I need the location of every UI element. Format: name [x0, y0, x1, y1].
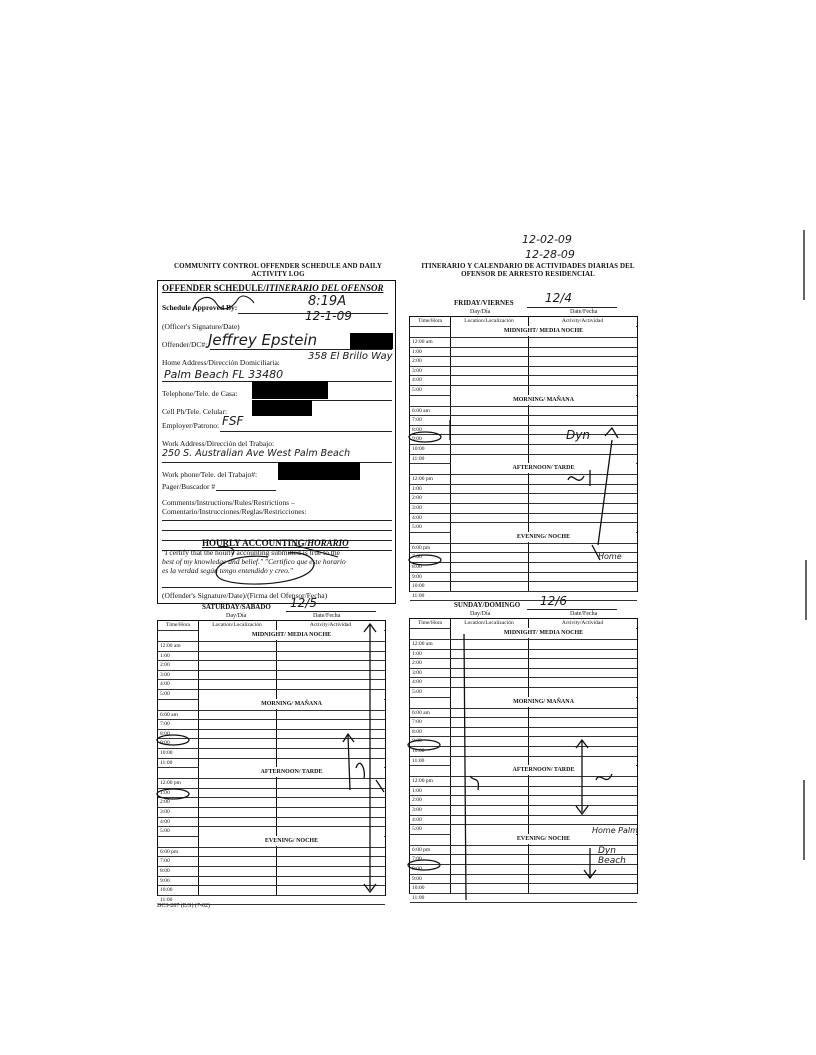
- saturday-time-label: 11:00: [160, 759, 173, 766]
- sunday-time-label: 11:00: [412, 894, 425, 901]
- friday-time-label: 5:00: [412, 387, 422, 393]
- sunday-time-label: 4:00: [412, 816, 422, 823]
- offender-dc-label: Offender/DC#:: [162, 340, 208, 349]
- saturday-time-label: 9:00: [160, 740, 170, 747]
- sunday-time-label: 5:00: [412, 689, 422, 695]
- saturday-time-label: 4:00: [160, 818, 170, 825]
- sunday-time-label: 9:00: [412, 875, 422, 882]
- sunday-day-label: Day/Día: [470, 611, 491, 617]
- saturday-date-label: Date/Fecha: [313, 613, 341, 619]
- friday-time-label: 7:00: [412, 417, 422, 424]
- sunday-note-dyn-beach: Dyn Beach: [598, 846, 626, 866]
- sunday-date: 12/6: [540, 594, 567, 608]
- saturday-col-activity-header: Activity/Actividad: [309, 622, 352, 628]
- offender-signature-label: (Offender's Signature/Date)/(Firma del Ofensor/Fecha): [162, 591, 328, 600]
- saturday-day-label: Day/Día: [226, 613, 247, 619]
- work-phone-label: Work phone/Tele. del Trabajo#:: [162, 470, 258, 479]
- friday-time-label: 6:00 pm: [412, 544, 431, 551]
- sunday-time-label: 3:00: [412, 669, 422, 676]
- friday-col-location-header: Location/Localización: [464, 318, 514, 324]
- friday-time-label: 12:00 pm: [412, 476, 433, 483]
- sunday-time-label: 5:00: [412, 826, 422, 833]
- work-address-label: Work Address/Dirección del Trabajo:: [162, 439, 275, 448]
- saturday-time-label: 12:00 am: [160, 643, 181, 649]
- offender-name: Jeffrey Epstein: [208, 331, 318, 349]
- sunday-title: SUNDAY/DOMINGO: [454, 601, 521, 609]
- friday-time-label: 3:00: [412, 505, 422, 511]
- saturday-time-label: 3:00: [160, 809, 170, 815]
- sunday-time-label: 6:00 pm: [412, 846, 431, 853]
- sunday-time-label: 2:00: [412, 660, 422, 667]
- sunday-time-label: 6:00 am: [412, 709, 430, 716]
- saturday-time-label: 12:00 pm: [160, 780, 181, 787]
- saturday-section-3: EVENING/ NOCHE: [199, 836, 384, 846]
- certify-line-2: best of my knowledge and belief." "Certifico que éste horario: [162, 557, 346, 566]
- saturday-time-label: 2:00: [160, 799, 170, 806]
- sunday-time-label: 12:00 am: [412, 641, 433, 647]
- saturday-time-label: 5:00: [160, 828, 170, 835]
- friday-time-label: 8:00: [412, 564, 422, 570]
- friday-time-label: 3:00: [412, 367, 422, 374]
- schedule-approved-time: 8:19A: [308, 294, 347, 309]
- friday-time-label: 1:00: [412, 485, 422, 492]
- sunday-time-label: 8:00: [412, 866, 422, 872]
- friday-note-dyn: Dyn: [566, 428, 590, 442]
- sunday-col-location-header: Location/Localización: [464, 620, 514, 626]
- saturday-time-label: 9:00: [160, 877, 170, 884]
- saturday-time-label: 1:00: [160, 652, 170, 659]
- offender-schedule-title: OFFENDER SCHEDULE/ITINERARIO DEL OFENSOR: [162, 283, 384, 293]
- sunday-section-0: MIDNIGHT/ MEDIA NOCHE: [451, 628, 636, 638]
- friday-section-0: MIDNIGHT/ MEDIA NOCHE: [451, 326, 636, 336]
- friday-section-1: MORNING/ MAÑANA: [451, 395, 636, 405]
- form-footer: DC3-207 (E/S) (7-02): [157, 903, 210, 909]
- friday-col-activity-header: Activity/Actividad: [561, 318, 604, 324]
- friday-time-label: 9:00: [412, 573, 422, 580]
- home-address-value-1: 358 El Brillo Way: [308, 351, 393, 362]
- sunday-col-activity-header: Activity/Actividad: [561, 620, 604, 626]
- top-date-2: 12-28-09: [525, 248, 575, 261]
- sunday-time-label: 7:00: [412, 719, 422, 726]
- saturday-time-label: 7:00: [160, 721, 170, 728]
- friday-time-label: 7:00: [412, 554, 422, 561]
- saturday-col-location-header: Location/Localización: [212, 622, 262, 628]
- home-address-value-2: Palm Beach FL 33480: [164, 368, 284, 381]
- right-header: ITINERARIO Y CALENDARIO DE ACTIVIDADES DIARIAS DEL OFENSOR DE ARRESTO RESIDENCIAL: [421, 262, 635, 278]
- saturday-time-label: 3:00: [160, 671, 170, 678]
- telephone-label: Telephone/Tele. de Casa:: [162, 389, 238, 398]
- saturday-time-label: 11:00: [160, 896, 173, 903]
- friday-time-label: 1:00: [412, 348, 422, 355]
- friday-time-label: 12:00 am: [412, 339, 433, 345]
- sunday-time-label: 4:00: [412, 679, 422, 686]
- comments-label: Comments/Instructions/Rules/Restrictions – Comentario/Instrucciones/Reglas/Restricciones:: [162, 498, 307, 516]
- officer-signature-label: (Officer's Signature/Date): [162, 322, 240, 331]
- sunday-col-time-header: Time/Hora: [418, 620, 442, 626]
- saturday-time-label: 6:00 am: [160, 711, 178, 718]
- friday-time-label: 11:00: [412, 592, 425, 599]
- saturday-section-2: AFTERNOON/ TARDE: [199, 767, 384, 777]
- sunday-time-label: 2:00: [412, 797, 422, 804]
- sunday-time-label: 10:00: [412, 748, 425, 754]
- schedule-approved-date: 12-1-09: [305, 309, 352, 323]
- friday-time-label: 11:00: [412, 455, 425, 462]
- saturday-time-label: 4:00: [160, 681, 170, 688]
- saturday-time-label: 1:00: [160, 789, 170, 796]
- saturday-time-label: 10:00: [160, 750, 173, 756]
- friday-time-label: 4:00: [412, 377, 422, 384]
- top-date-1: 12-02-09: [522, 233, 572, 246]
- saturday-time-label: 2:00: [160, 662, 170, 669]
- employer-value: FSF: [222, 414, 244, 428]
- certify-line-3: es la verdad según tengo entendido y creo.": [162, 566, 293, 575]
- friday-col-time-header: Time/Hora: [418, 318, 442, 324]
- left-header: COMMUNITY CONTROL OFFENDER SCHEDULE AND DAILY ACTIVITY LOG: [174, 262, 382, 278]
- certify-line-1: "I certify that the hourly accounting submitted is true to the: [162, 548, 341, 557]
- home-address-label: Home Address/Dirección Domiciliaria:: [162, 358, 280, 367]
- sunday-section-2: AFTERNOON/ TARDE: [451, 765, 636, 775]
- friday-time-label: 9:00: [412, 436, 422, 443]
- saturday-time-label: 5:00: [160, 691, 170, 697]
- saturday-time-label: 8:00: [160, 868, 170, 874]
- sunday-time-label: 8:00: [412, 728, 422, 735]
- sunday-time-label: 3:00: [412, 807, 422, 813]
- sunday-date-label: Date/Fecha: [570, 611, 598, 617]
- saturday-title: SATURDAY/SABADO: [202, 603, 271, 611]
- sunday-section-3: EVENING/ NOCHE: [451, 834, 636, 844]
- sunday-time-label: 11:00: [412, 757, 425, 764]
- friday-time-label: 5:00: [412, 524, 422, 531]
- saturday-time-label: 8:00: [160, 730, 170, 737]
- cell-phone-label: Cell Ph/Tele. Celular:: [162, 407, 228, 416]
- sunday-time-label: 7:00: [412, 856, 422, 863]
- sunday-time-label: 9:00: [412, 738, 422, 745]
- friday-time-label: 8:00: [412, 426, 422, 433]
- sunday-time-label: 1:00: [412, 650, 422, 657]
- sunday-section-1: MORNING/ MAÑANA: [451, 697, 636, 707]
- saturday-time-label: 6:00 pm: [160, 848, 179, 855]
- employer-label: Employer/Patrono:: [162, 421, 220, 430]
- saturday-section-1: MORNING/ MAÑANA: [199, 699, 384, 709]
- saturday-col-time-header: Time/Hora: [166, 622, 190, 628]
- saturday-date: 12/5: [290, 596, 317, 610]
- friday-time-label: 2:00: [412, 495, 422, 502]
- friday-time-label: 10:00: [412, 583, 425, 590]
- hourly-accounting-title: HOURLY ACCOUNTING/HORARIO: [202, 538, 349, 548]
- saturday-time-label: 7:00: [160, 858, 170, 865]
- friday-time-label: 4:00: [412, 514, 422, 521]
- friday-day-label: Day/Día: [470, 309, 491, 315]
- friday-time-label: 2:00: [412, 358, 422, 365]
- sunday-time-label: 12:00 pm: [412, 778, 433, 785]
- schedule-approved-label: Schedule Approved By:: [162, 303, 238, 312]
- friday-date-label: Date/Fecha: [570, 309, 598, 315]
- friday-date: 12/4: [545, 291, 572, 305]
- sunday-note-home-palm: Home Palm: [592, 826, 638, 835]
- friday-time-label: 10:00: [412, 446, 425, 452]
- pager-label: Pager/Buscador #: [162, 482, 216, 491]
- friday-section-2: AFTERNOON/ TARDE: [451, 463, 636, 473]
- friday-note-home: Home: [598, 552, 622, 561]
- work-address-value: 250 S. Australian Ave West Palm Beach: [162, 448, 351, 459]
- friday-title: FRIDAY/VIERNES: [454, 299, 514, 307]
- friday-section-3: EVENING/ NOCHE: [451, 532, 636, 542]
- saturday-time-label: 10:00: [160, 887, 173, 894]
- saturday-section-0: MIDNIGHT/ MEDIA NOCHE: [199, 630, 384, 640]
- friday-time-label: 6:00 am: [412, 407, 430, 414]
- sunday-time-label: 10:00: [412, 885, 425, 892]
- sunday-time-label: 1:00: [412, 787, 422, 794]
